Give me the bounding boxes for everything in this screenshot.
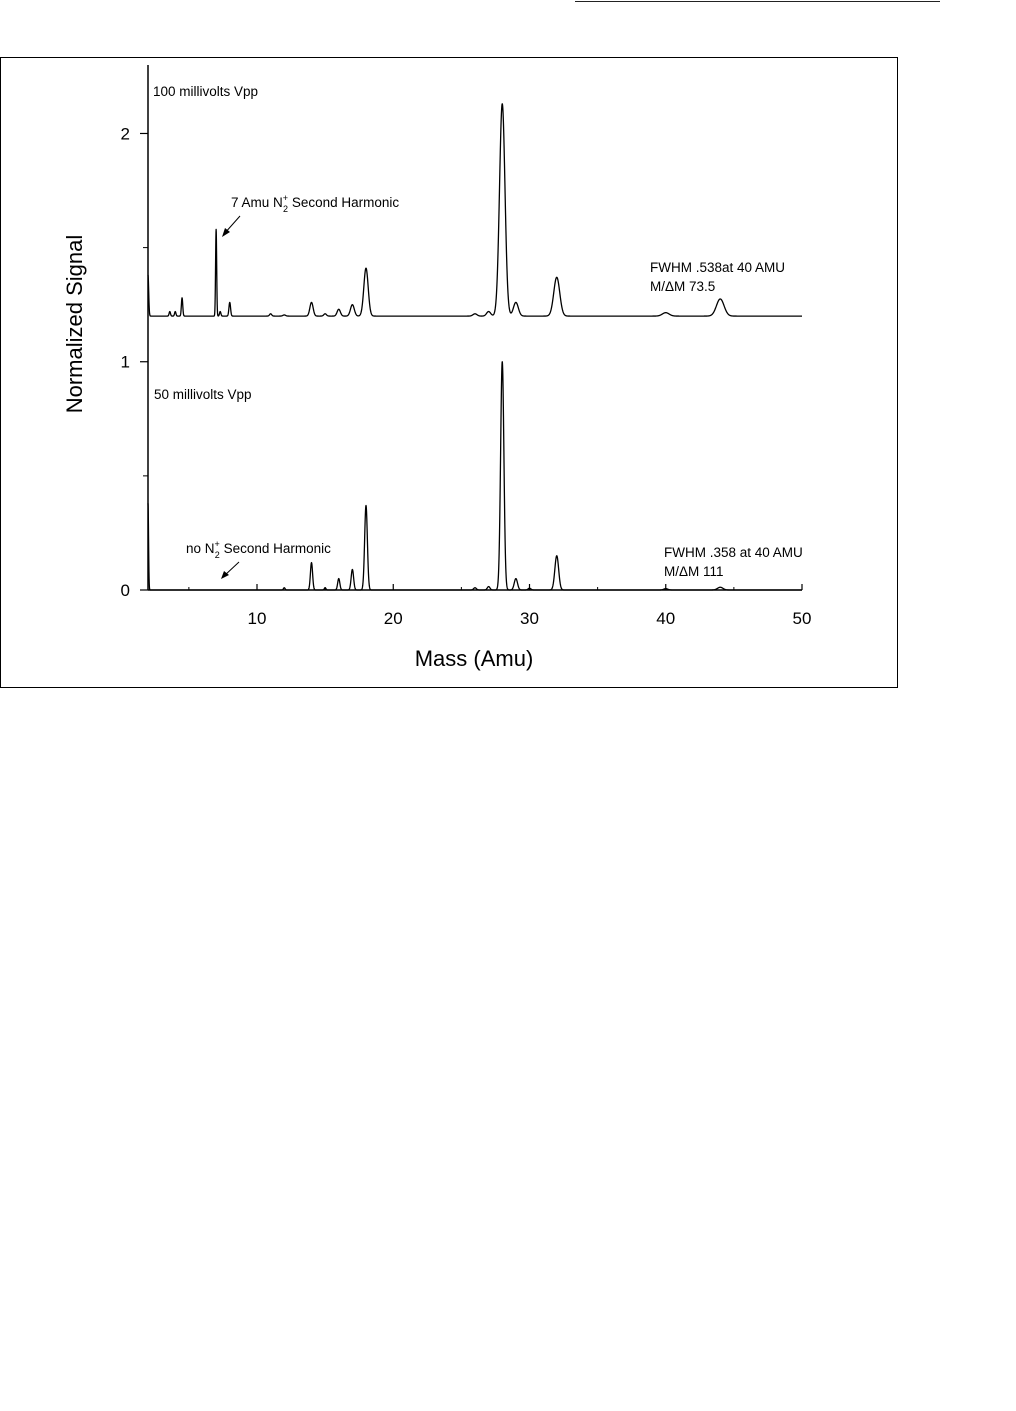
x-tick-label-40: 40 xyxy=(656,609,676,628)
top-harmonic-pre: 7 Amu N xyxy=(231,195,283,210)
bottom-harmonic-pre: no N xyxy=(186,541,215,556)
top-resolution-annotation: M/ΔM 73.5 xyxy=(650,279,716,294)
bottom-harmonic-post: Second Harmonic xyxy=(219,541,331,556)
top-harmonic-post: Second Harmonic xyxy=(288,195,400,210)
x-axis-title: Mass (Amu) xyxy=(414,646,534,671)
top-trace-label: 100 millivolts Vpp xyxy=(153,84,259,99)
bottom-resolution-annotation: M/ΔM 111 xyxy=(664,564,724,579)
top-harmonic-sup: + xyxy=(282,193,289,203)
top-harmonic-sub: 2 xyxy=(283,204,289,214)
top-harmonic-annotation xyxy=(231,193,399,214)
y-tick-label-1: 1 xyxy=(120,352,130,372)
y-tick-label-2: 2 xyxy=(120,124,130,144)
y-tick-label-0: 0 xyxy=(120,581,130,600)
bottom-fwhm-annotation: FWHM .358 at 40 AMU xyxy=(664,545,803,560)
top-fwhm-annotation: FWHM .538at 40 AMU xyxy=(650,260,786,275)
x-tick-label-50: 50 xyxy=(792,609,812,628)
bottom-harmonic-annotation xyxy=(186,539,331,560)
spectrum-traces xyxy=(148,104,802,590)
y-axis-title: Normalized Signal xyxy=(62,234,87,414)
x-tick-label-30: 30 xyxy=(520,609,539,628)
x-tick-label-10: 10 xyxy=(247,609,267,628)
bottom-harmonic-sub: 2 xyxy=(214,550,220,560)
bottom-trace-label: 50 millivolts Vpp xyxy=(154,387,252,402)
x-tick-label-20: 20 xyxy=(383,609,403,628)
bottom-harmonic-sup: + xyxy=(214,539,220,549)
